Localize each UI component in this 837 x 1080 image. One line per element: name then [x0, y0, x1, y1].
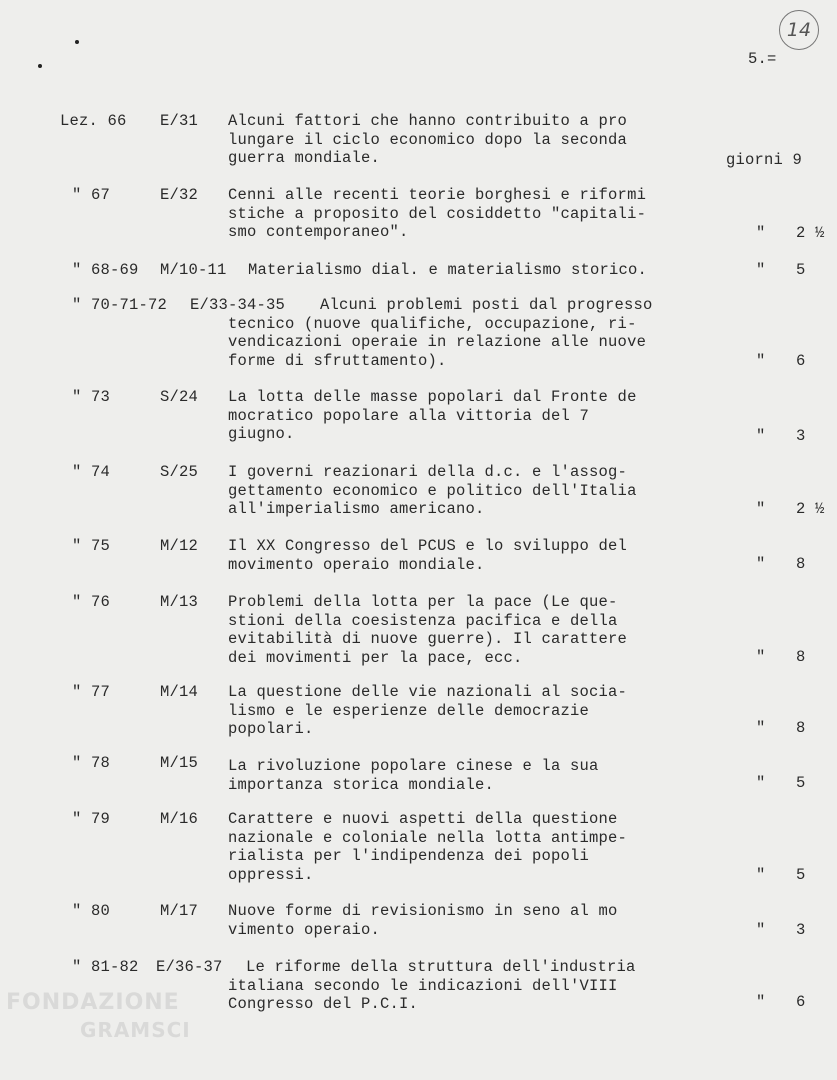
lesson-number: " 75 [72, 537, 111, 555]
lesson-code: S/24 [160, 388, 199, 406]
days-value: 2 ½ [796, 224, 825, 242]
lesson-description: Materialismo dial. e materialismo storico. [248, 261, 648, 279]
lesson-number: Lez. 66 [60, 112, 127, 130]
ditto-mark: " [756, 921, 766, 939]
days-value: 5 [796, 774, 806, 792]
watermark-gramsci: GRAMSCI [80, 1018, 191, 1042]
ditto-mark: " [756, 500, 766, 518]
ditto-mark: " [756, 993, 766, 1011]
days-value: 8 [796, 555, 806, 573]
lesson-description: Carattere e nuovi aspetti della questione nazionale e coloniale nella lotta antimpe- rialista per l'indipendenza dei popoli oppressi. [228, 810, 628, 884]
ditto-mark: " [756, 774, 766, 792]
lesson-number: " 68-69 [72, 261, 139, 279]
ditto-mark: " [756, 555, 766, 573]
lesson-number: " 76 [72, 593, 111, 611]
watermark-fondazione: FONDAZIONE [6, 990, 180, 1015]
lesson-number: " 70-71-72 [72, 296, 168, 314]
ditto-mark: " [756, 427, 766, 445]
days-value: 6 [796, 993, 806, 1011]
page-number: 5.= [748, 50, 777, 68]
lesson-number: " 80 [72, 902, 111, 920]
ditto-mark: " [756, 352, 766, 370]
days-value: 8 [796, 648, 806, 666]
lesson-code: S/25 [160, 463, 199, 481]
days-value: 2 ½ [796, 500, 825, 518]
lesson-number: " 78 [72, 754, 111, 772]
lesson-number: " 73 [72, 388, 111, 406]
lesson-description: Le riforme della struttura dell'industria italiana secondo le indicazioni dell'VIII Congresso del P.C.I. [228, 958, 636, 1013]
ink-mark [75, 40, 79, 44]
days-value: 5 [796, 866, 806, 884]
days-value: 8 [796, 719, 806, 737]
lesson-number: " 67 [72, 186, 111, 204]
folio-number: 14 [779, 10, 819, 50]
days-column-header: giorni 9 [726, 151, 803, 169]
lesson-code: M/12 [160, 537, 199, 555]
days-value: 3 [796, 921, 806, 939]
days-value: 5 [796, 261, 806, 279]
lesson-description: Problemi della lotta per la pace (Le que- stioni della coesistenza pacifica e della evitabilità di nuove guerre). Il carattere dei movimenti per la pace, ecc. [228, 593, 628, 667]
days-value: 3 [796, 427, 806, 445]
ditto-mark: " [756, 261, 766, 279]
lesson-description: Nuove forme di revisionismo in seno al mo vimento operaio. [228, 902, 618, 939]
lesson-description: La questione delle vie nazionali al socia- lismo e le esperienze delle democrazie popolari. [228, 683, 628, 738]
lesson-number: " 74 [72, 463, 111, 481]
lesson-code: E/36-37 [156, 958, 223, 976]
ditto-mark: " [756, 719, 766, 737]
lesson-number: " 77 [72, 683, 111, 701]
lesson-description: La lotta delle masse popolari dal Fronte de mocratico popolare alla vittoria del 7 giugno. [228, 388, 637, 443]
lesson-number: " 79 [72, 810, 111, 828]
ditto-mark: " [756, 866, 766, 884]
ditto-mark: " [756, 648, 766, 666]
lesson-code: M/15 [160, 754, 199, 772]
lesson-description: La rivoluzione popolare cinese e la sua importanza storica mondiale. [228, 757, 599, 794]
lesson-code: M/14 [160, 683, 199, 701]
lesson-description: Cenni alle recenti teorie borghesi e riformi stiche a proposito del cosiddetto "capitali- smo contemporaneo". [228, 186, 647, 241]
lesson-code: E/32 [160, 186, 199, 204]
lesson-code: M/17 [160, 902, 199, 920]
days-value: 6 [796, 352, 806, 370]
lesson-code: E/31 [160, 112, 199, 130]
lesson-code: M/13 [160, 593, 199, 611]
ditto-mark: " [756, 224, 766, 242]
lesson-number: " 81-82 [72, 958, 139, 976]
lesson-description: Alcuni problemi posti dal progresso tecnico (nuove qualifiche, occupazione, ri- vendicazioni operaie in relazione alle nuove forme di sfruttamento). [228, 296, 653, 370]
lesson-description: I governi reazionari della d.c. e l'assog- gettamento economico e politico dell'Italia all'imperialismo americano. [228, 463, 637, 518]
lesson-description: Il XX Congresso del PCUS e lo sviluppo del movimento operaio mondiale. [228, 537, 628, 574]
ink-mark [38, 64, 42, 68]
lesson-description: Alcuni fattori che hanno contribuito a pro lungare il ciclo economico dopo la seconda guerra mondiale. [228, 112, 628, 167]
lesson-code: E/33-34-35 [190, 296, 286, 314]
lesson-code: M/10-11 [160, 261, 227, 279]
lesson-code: M/16 [160, 810, 199, 828]
